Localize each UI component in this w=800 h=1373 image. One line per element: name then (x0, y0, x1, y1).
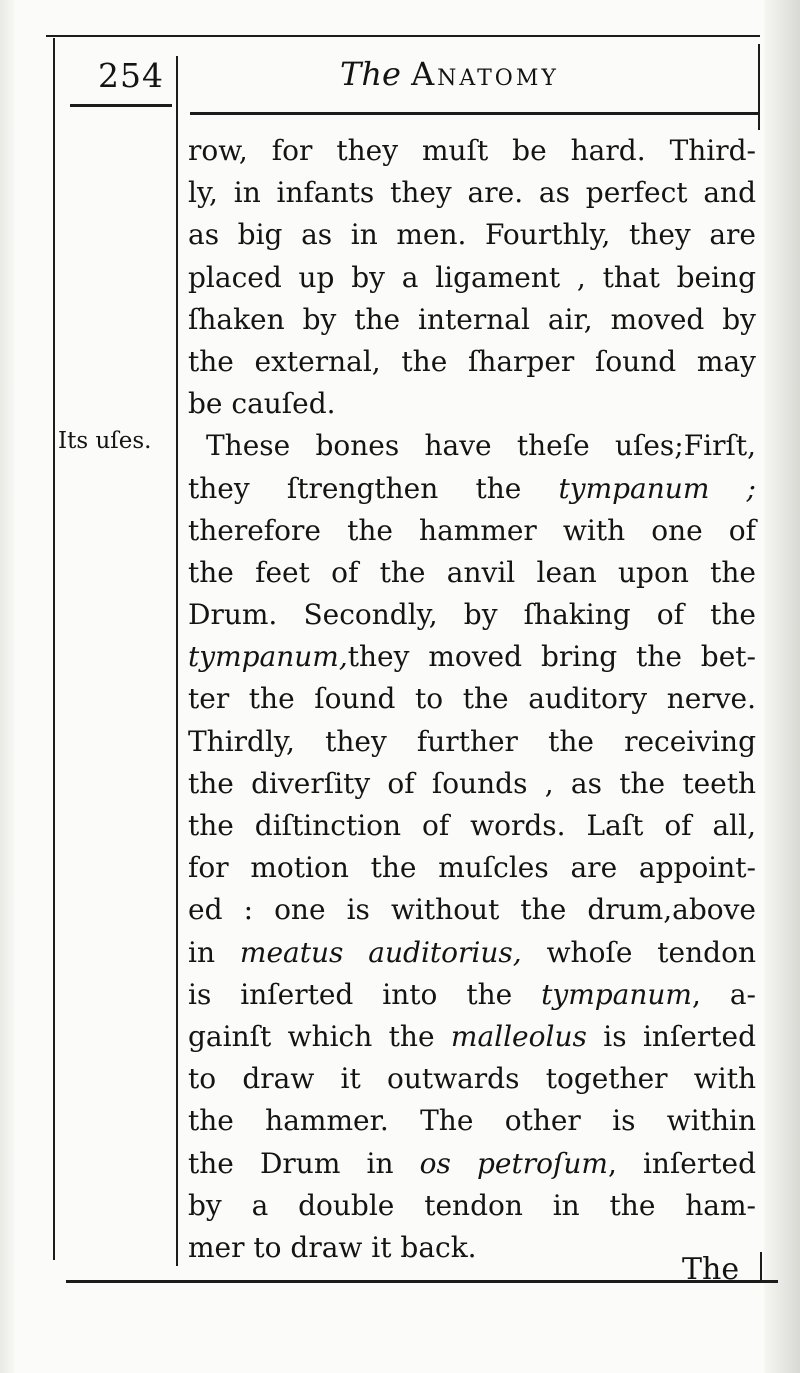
running-head (340, 55, 559, 93)
bottom-rule (66, 1280, 778, 1283)
text-line: the feet of the anvil lean upon the (188, 555, 756, 589)
text-line (188, 932, 756, 974)
italic-term: malleolus (450, 1019, 587, 1053)
left-frame-rule (53, 38, 55, 1260)
margin-column-rule (176, 56, 178, 1266)
page-number: 254 (98, 56, 164, 95)
text-line: ter the ſound to the auditory nerve. (188, 682, 756, 716)
text-segment: whoſe tendon (546, 935, 756, 969)
body-text (188, 130, 756, 1269)
text-line (188, 1143, 756, 1185)
text-line: Drum. Secondly, by ſhaking of the (188, 598, 756, 632)
text-line (188, 468, 756, 510)
text-line: Thirdly, they further the receiving (188, 724, 756, 758)
catchword: The (682, 1252, 740, 1287)
text-line: the external, the ſharper ſound may (188, 344, 756, 378)
paragraph-start-line: These bones have theſe uſes;Firſt, (206, 429, 756, 463)
text-line (188, 974, 756, 1016)
text-line: for motion the muſcles are appoint- (188, 851, 756, 885)
text-segment: is inſerted (603, 1019, 757, 1053)
running-head-the: The (340, 55, 401, 93)
text-segment: gainſt which the (188, 1019, 435, 1053)
italic-term: tympanum (541, 977, 692, 1011)
text-line: be cauſed. (188, 387, 336, 421)
italic-term: tympanum ; (558, 471, 756, 505)
header-rule-main (190, 112, 758, 115)
text-line: to draw it outwards together with (188, 1062, 756, 1096)
text-line (188, 1016, 756, 1058)
text-line: ed : one is without the drum,above (188, 893, 756, 927)
top-rule (46, 35, 760, 37)
italic-term: tympanum, (188, 640, 348, 674)
text-line: ſhaken by the internal air, moved by (188, 302, 756, 336)
scan-edge-right (764, 0, 800, 1373)
text-segment: , inſerted (607, 1146, 757, 1180)
italic-term: meatus auditorius, (239, 935, 522, 969)
marginal-note: Its uſes. (58, 428, 152, 454)
text-line: as big as in men. Fourthly, they are (188, 218, 756, 252)
text-line: mer to draw it back. (188, 1230, 477, 1264)
scan-edge-left (0, 0, 14, 1373)
text-segment: , a- (691, 977, 756, 1011)
italic-term: os petroſum (419, 1146, 608, 1180)
right-frame-rule-bottom (760, 1252, 762, 1282)
text-segment: they ſtrengthen the (188, 471, 522, 505)
text-segment: in (188, 935, 215, 969)
header-rule-left (70, 104, 172, 107)
text-line: placed up by a ligament , that being (188, 260, 756, 294)
text-line: by a double tendon in the ham- (188, 1188, 756, 1222)
text-line: the diverſity of ſounds , as the teeth (188, 766, 756, 800)
text-line: ly, in infants they are. as perfect and (188, 176, 756, 210)
text-segment: is inſerted into the (188, 977, 513, 1011)
text-segment: the Drum in (188, 1146, 394, 1180)
text-line (188, 636, 756, 678)
text-line: the diſtinction of words. Laſt of all, (188, 809, 756, 842)
text-segment: they moved bring the bet- (347, 640, 756, 674)
right-frame-rule (758, 44, 760, 130)
text-line: the hammer. The other is within (188, 1104, 756, 1138)
running-head-anatomy: Anatomy (411, 55, 559, 93)
text-line: therefore the hammer with one of (188, 513, 756, 547)
text-line: row, for they muſt be hard. Third- (188, 134, 756, 167)
